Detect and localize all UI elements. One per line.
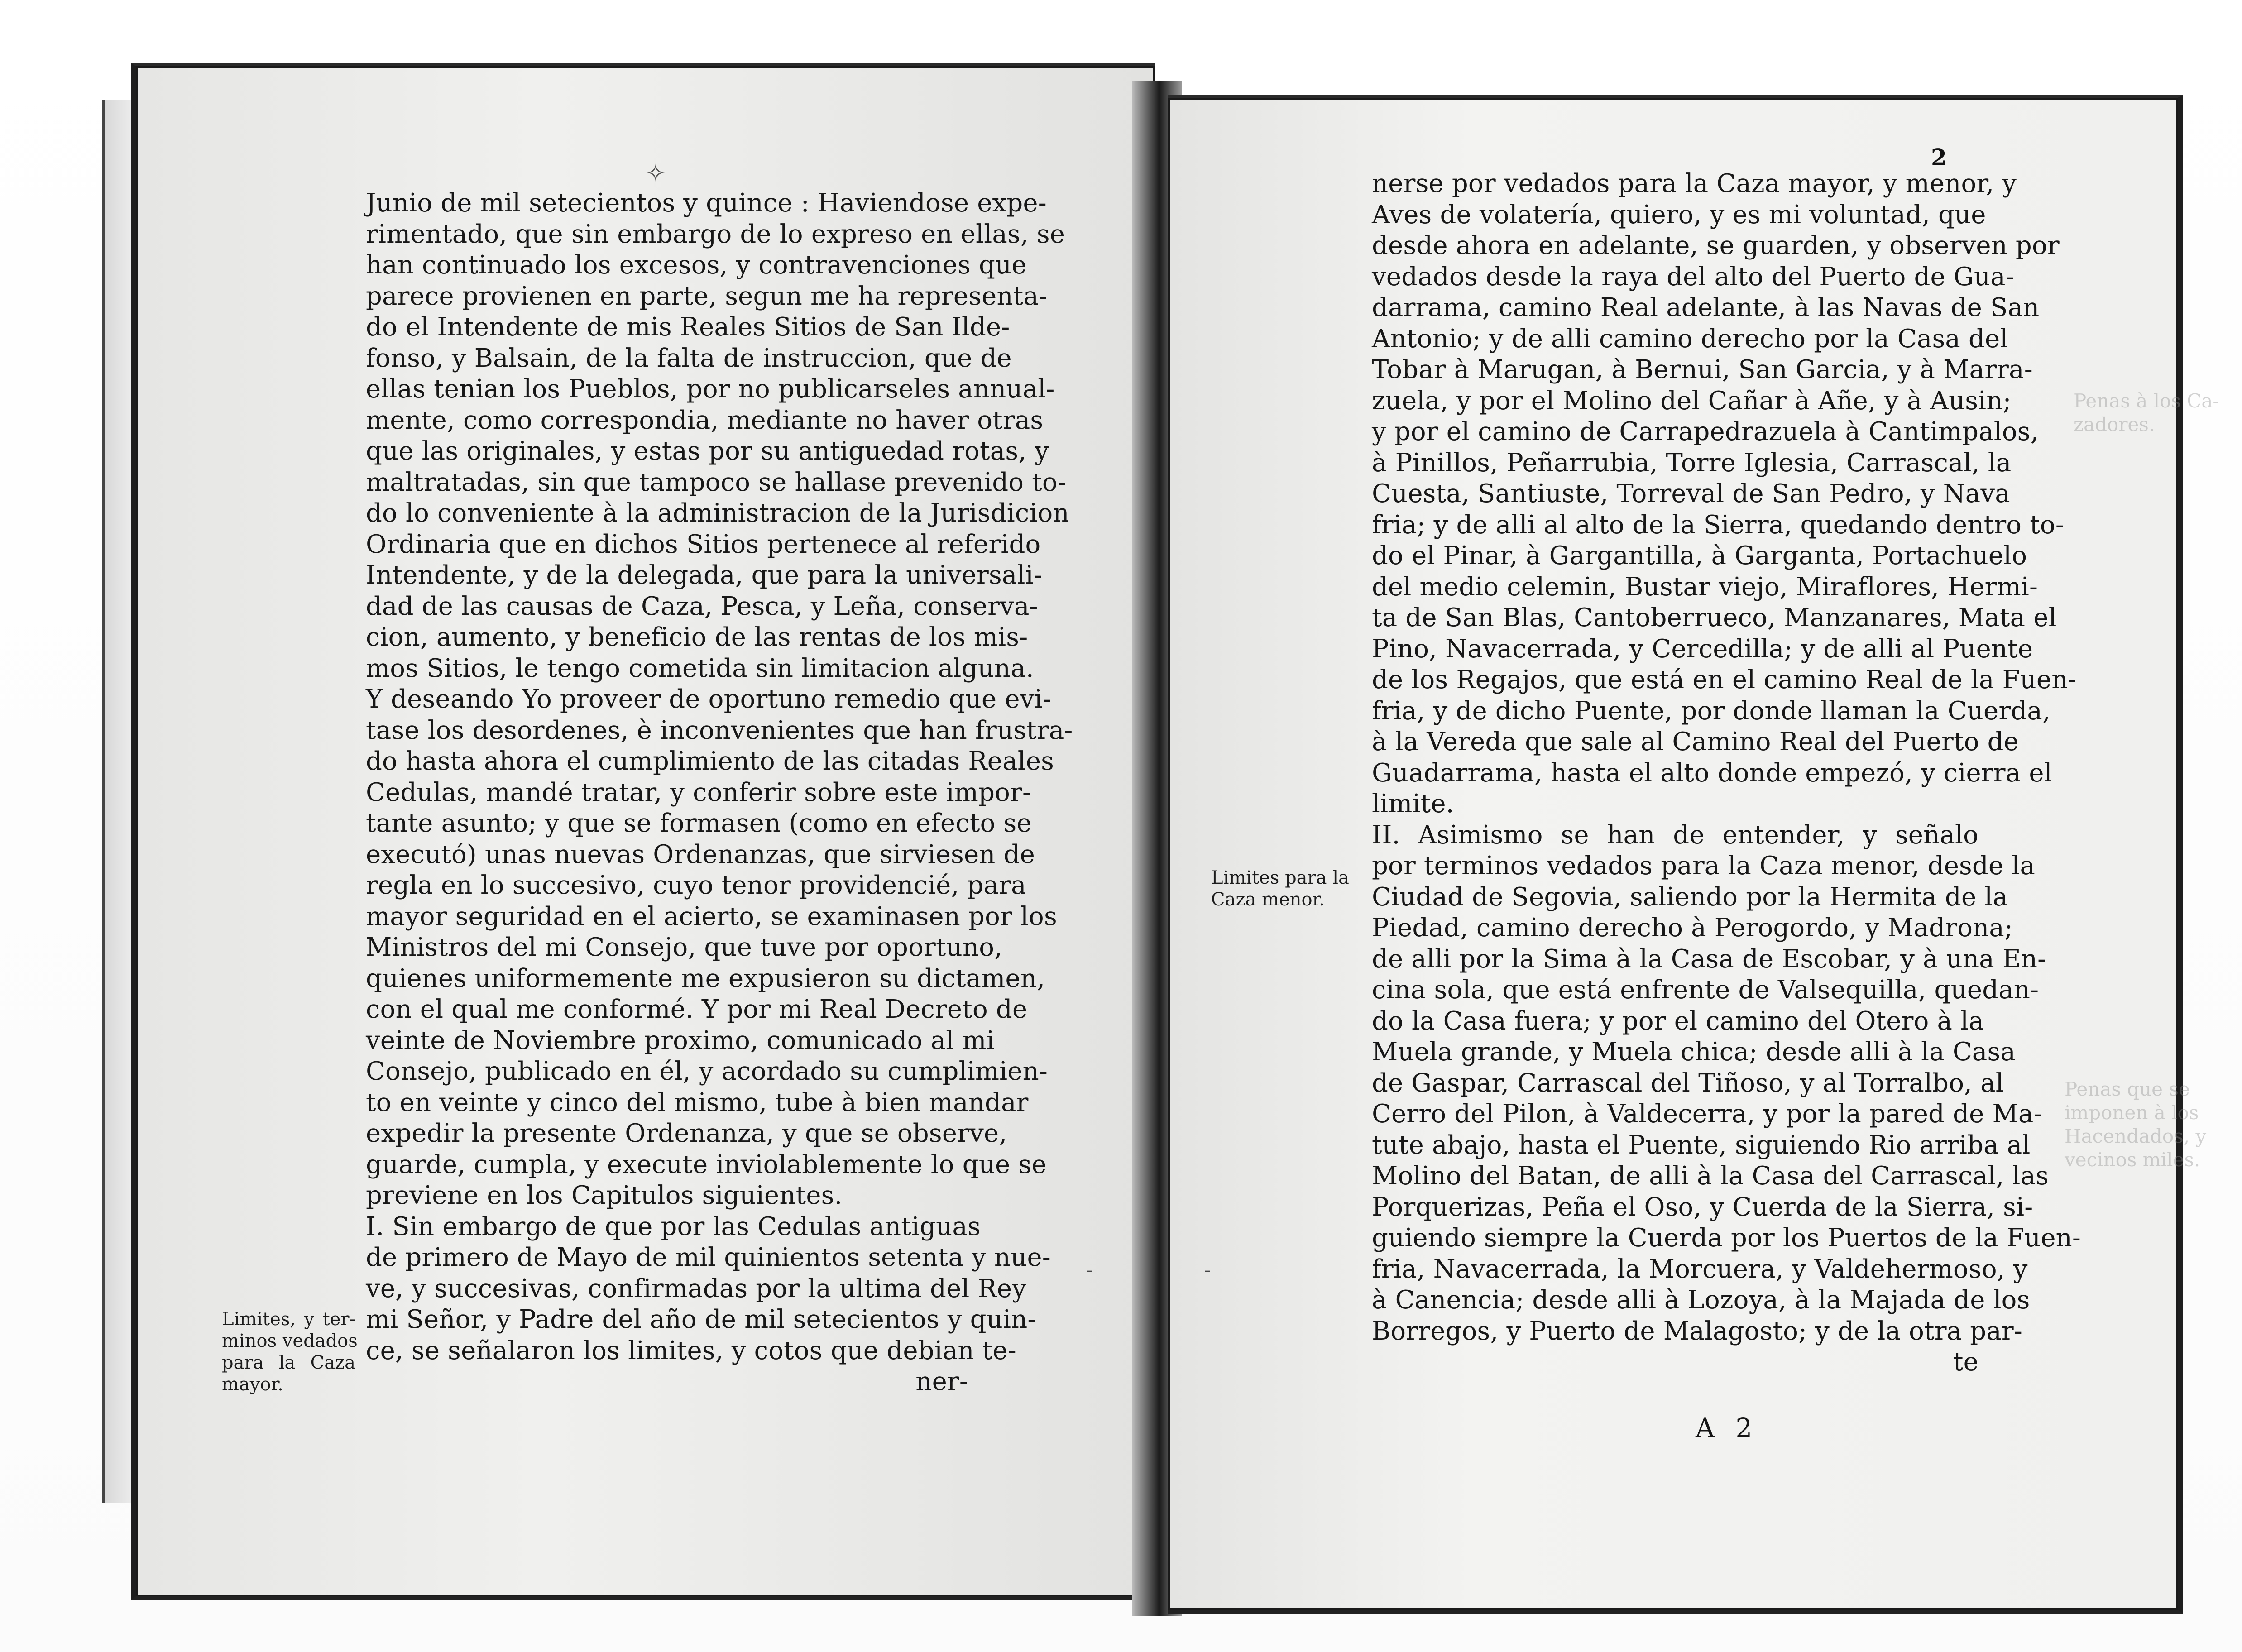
- text-line: Borregos, y Puerto de Malagosto; y de la otra par-: [1372, 1316, 2022, 1346]
- text-line: guarde, cumpla, y execute inviolablemente lo que se: [366, 1149, 1047, 1179]
- text-line: limite.: [1372, 789, 1454, 819]
- show-through-line: Penas que se: [2065, 1078, 2190, 1100]
- text-line: cina sola, que está enfrente de Valsequilla, quedan-: [1372, 975, 2039, 1005]
- text-line: y por el camino de Carrapedrazuela à Cantimpalos,: [1372, 417, 2039, 446]
- text-line: do la Casa fuera; y por el camino del Otero à la: [1372, 1006, 1984, 1036]
- text-line: veinte de Noviembre proximo, comunicado al mi: [366, 1025, 995, 1055]
- text-line: cion, aumento, y beneficio de las rentas de los mis-: [366, 622, 1028, 652]
- margin-note-limites-caza-menor: [1211, 867, 1361, 910]
- text-line: I. Sin embargo de que por las Cedulas antiguas: [366, 1211, 981, 1241]
- text-line: ta de San Blas, Cantoberrueco, Manzanares, Mata el: [1372, 603, 2057, 632]
- text-line: con el qual me conformé. Y por mi Real Decreto de: [366, 995, 1028, 1024]
- text-line: de Gaspar, Carrascal del Tiñoso, y al Torralbo, al: [1372, 1068, 2004, 1098]
- text-line: Tobar à Marugan, à Bernui, San Garcia, y à Marra-: [1372, 355, 2033, 384]
- text-line: de los Regajos, que está en el camino Real de la Fuen-: [1372, 665, 2077, 694]
- text-line: mente, como correspondia, mediante no haver otras: [366, 405, 1044, 435]
- show-through-line: vecinos miles.: [2065, 1149, 2200, 1171]
- text-line: desde ahora en adelante, se guarden, y observen por: [1372, 231, 2060, 260]
- right-page-body: [1372, 168, 2081, 1378]
- text-line: expedir la presente Ordenanza, y que se observe,: [366, 1119, 1007, 1148]
- text-line: mayor seguridad en el acierto, se examinasen por los: [366, 901, 1057, 931]
- text-line: fria; y de alli al alto de la Sierra, quedando dentro to-: [1372, 510, 2064, 540]
- text-line: de primero de Mayo de mil quinientos setenta y nue-: [366, 1243, 1051, 1272]
- margin-note-line: Caza menor.: [1211, 889, 1325, 910]
- text-line: rimentado, que sin embargo de lo expreso en ellas, se: [366, 219, 1065, 249]
- show-through-line: Penas à los Ca-: [2074, 390, 2219, 412]
- text-line: to en veinte y cinco del mismo, tube à bien mandar: [366, 1087, 1029, 1117]
- show-through-note: [2065, 1077, 2206, 1172]
- show-through-line: imponen à los: [2065, 1101, 2199, 1124]
- text-line: mi Señor, y Padre del año de mil setecientos y quin-: [366, 1305, 1036, 1334]
- text-line: Porquerizas, Peña el Oso, y Cuerda de la Sierra, si-: [1372, 1192, 2033, 1222]
- text-line: Pino, Navacerrada, y Cercedilla; y de alli al Puente: [1372, 634, 2033, 664]
- margin-note-limites-caza-mayor: [222, 1308, 358, 1395]
- text-line: nerse por vedados para la Caza mayor, y menor, y: [1372, 169, 2017, 198]
- margin-note-line: Limites, y ter-: [222, 1309, 355, 1330]
- gutter-mark: -: [1204, 1259, 1211, 1282]
- margin-note-line: para la Caza: [222, 1352, 355, 1373]
- catchword: ner-: [915, 1367, 968, 1396]
- text-line: maltratadas, sin que tampoco se hallase prevenido to-: [366, 467, 1066, 497]
- text-line: ce, se señalaron los limites, y cotos que debian te-: [366, 1336, 1016, 1365]
- text-line: do lo conveniente à la administracion de la Jurisdicion: [366, 498, 1069, 528]
- page-number: 2: [1931, 144, 1947, 171]
- text-line: quienes uniformemente me expusieron su dictamen,: [366, 963, 1045, 993]
- text-line: Molino del Batan, de alli à la Casa del Carrascal, las: [1372, 1161, 2049, 1191]
- text-line: previene en los Capitulos siguientes.: [366, 1181, 843, 1210]
- show-through-line: Hacendados, y: [2065, 1125, 2207, 1147]
- text-line: Ciudad de Segovia, saliendo por la Hermita de la: [1372, 882, 2008, 912]
- text-line: vedados desde la raya del alto del Puerto de Gua-: [1372, 262, 2014, 292]
- margin-note-line: Limites para la: [1211, 867, 1349, 888]
- text-line: Cuesta, Santiuste, Torreval de San Pedro, y Nava: [1372, 479, 2010, 508]
- text-line: Ministros del mi Consejo, que tuve por oportuno,: [366, 933, 1003, 962]
- text-line: Junio de mil setecientos y quince : Haviendose expe-: [366, 188, 1047, 218]
- text-line: han continuado los excesos, y contravenciones que: [366, 250, 1027, 280]
- text-line: Cedulas, mandé tratar, y conferir sobre este impor-: [366, 777, 1031, 807]
- text-line: à la Vereda que sale al Camino Real del Puerto de: [1372, 727, 2019, 757]
- text-line: Muela grande, y Muela chica; desde alli à la Casa: [1372, 1037, 2016, 1067]
- margin-note-line: minos vedados: [222, 1331, 358, 1351]
- text-line: por terminos vedados para la Caza menor, desde la: [1372, 851, 2036, 881]
- text-line: guiendo siempre la Cuerda por los Puertos de la Fuen-: [1372, 1223, 2081, 1253]
- ornament-icon: ✧: [645, 159, 666, 187]
- text-line: mos Sitios, le tengo cometida sin limitacion alguna.: [366, 653, 1034, 683]
- left-page-body: [366, 188, 1073, 1398]
- text-line: Y deseando Yo proveer de oportuno remedio que evi-: [366, 685, 1051, 714]
- text-line: fria, y de dicho Puente, por donde llaman la Cuerda,: [1372, 696, 2050, 726]
- text-line: tute abajo, hasta el Puente, siguiendo Rio arriba al: [1372, 1130, 2031, 1160]
- text-line: executó) unas nuevas Ordenanzas, que sirviesen de: [366, 839, 1035, 869]
- gutter-mark: -: [1087, 1259, 1093, 1282]
- text-line: Aves de volatería, quiero, y es mi voluntad, que: [1372, 200, 1986, 230]
- text-line: tase los desordenes, è inconvenientes que han frustra-: [366, 715, 1073, 745]
- text-line: tante asunto; y que se formasen (como en efecto se: [366, 809, 1032, 838]
- text-line: do hasta ahora el cumplimiento de las citadas Reales: [366, 747, 1054, 776]
- show-through-line: zadores.: [2074, 413, 2155, 436]
- text-line: Intendente, y de la delegada, que para la universali-: [366, 560, 1042, 590]
- text-line: regla en lo succesivo, cuyo tenor providencié, para: [366, 871, 1026, 900]
- text-line: del medio celemin, Bustar viejo, Miraflores, Hermi-: [1372, 572, 2038, 602]
- text-line: Consejo, publicado en él, y acordado su cumplimien-: [366, 1057, 1048, 1086]
- text-line: Ordinaria que en dichos Sitios pertenece al referido: [366, 529, 1041, 559]
- text-line: à Canencia; desde alli à Lozoya, à la Majada de los: [1372, 1285, 2030, 1315]
- signature-mark: A 2: [1696, 1413, 1759, 1443]
- text-line: II. Asimismo se han de entender, y señalo: [1372, 820, 1979, 850]
- text-line: à Pinillos, Peñarrubia, Torre Iglesia, Carrascal, la: [1372, 448, 2012, 478]
- text-line: darrama, camino Real adelante, à las Navas de San: [1372, 293, 2040, 322]
- catchword: te: [1953, 1347, 1979, 1377]
- text-line: parece provienen en parte, segun me ha representa-: [366, 281, 1048, 311]
- text-line: dad de las causas de Caza, Pesca, y Leña, conserva-: [366, 591, 1038, 621]
- text-line: Antonio; y de alli camino derecho por la Casa del: [1372, 324, 2008, 354]
- text-line: do el Intendente de mis Reales Sitios de San Ilde-: [366, 312, 1010, 342]
- text-line: Guadarrama, hasta el alto donde empezó, y cierra el: [1372, 758, 2052, 788]
- show-through-note: [2074, 389, 2219, 436]
- text-line: zuela, y por el Molino del Cañar à Añe, y à Ausin;: [1372, 386, 2012, 416]
- text-line: do el Pinar, à Gargantilla, à Garganta, Portachuelo: [1372, 541, 2027, 570]
- text-line: de alli por la Sima à la Casa de Escobar, y à una En-: [1372, 944, 2046, 974]
- text-line: ve, y succesivas, confirmadas por la ultima del Rey: [366, 1274, 1027, 1303]
- text-line: ellas tenian los Pueblos, por no publicarseles annual-: [366, 374, 1055, 404]
- text-line: Piedad, camino derecho à Perogordo, y Madrona;: [1372, 913, 2013, 943]
- margin-note-line: mayor.: [222, 1374, 283, 1395]
- text-line: fonso, y Balsain, de la falta de instruccion, que de: [366, 343, 1012, 373]
- text-line: fria, Navacerrada, la Morcuera, y Valdehermoso, y: [1372, 1254, 2028, 1284]
- text-line: que las originales, y estas por su antiguedad rotas, y: [366, 436, 1049, 466]
- text-line: Cerro del Pilon, à Valdecerra, y por la pared de Ma-: [1372, 1099, 2042, 1129]
